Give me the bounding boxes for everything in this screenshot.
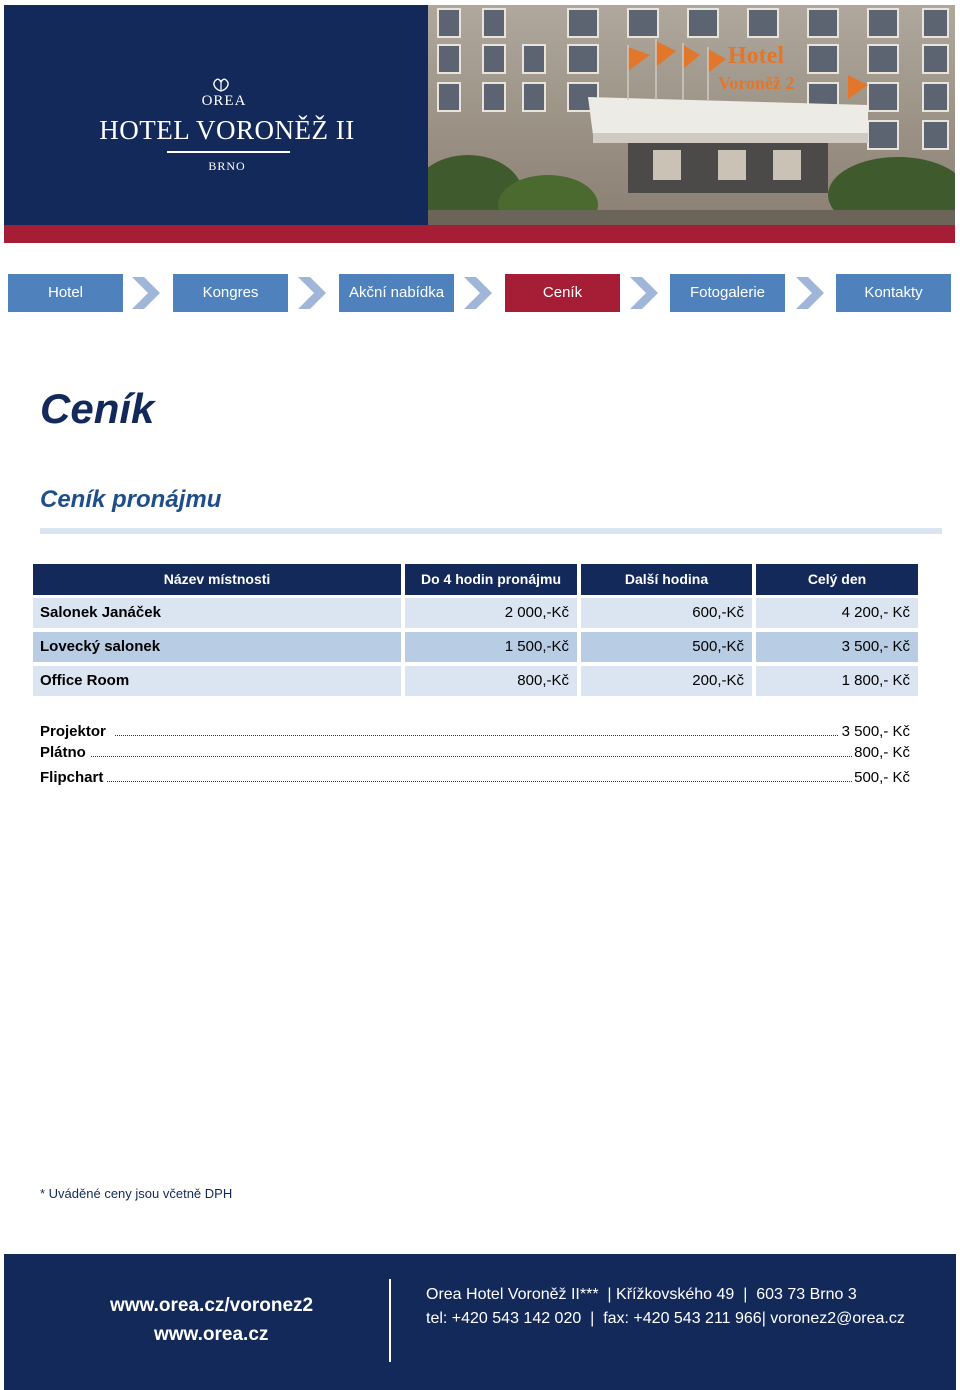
footer-website-link[interactable]: www.orea.cz: [154, 1324, 269, 1345]
chevron-right-icon: [464, 277, 492, 309]
table-cell-room: Office Room: [33, 666, 401, 696]
nav-kongres[interactable]: Kongres: [173, 274, 288, 312]
dot-leader: [91, 756, 852, 757]
equipment-label: Projektor: [40, 723, 106, 740]
nav-fotogalerie[interactable]: Fotogalerie: [670, 274, 785, 312]
nav-akcni-nabidka[interactable]: Akční nabídka: [339, 274, 454, 312]
table-cell-price: 3 500,- Kč: [756, 632, 918, 662]
table-cell-price: 1 800,- Kč: [756, 666, 918, 696]
footer-address: Orea Hotel Voroněž II*** | Křížkovského 49 | 603 73 Brno 3: [426, 1286, 857, 1303]
table-cell-room: Lovecký salonek: [33, 632, 401, 662]
equipment-row: [40, 769, 910, 789]
section-title: Ceník pronájmu: [40, 486, 222, 513]
column-header: Do 4 hodin pronájmu: [405, 564, 577, 595]
table-cell-price: 4 200,- Kč: [756, 598, 918, 628]
page-footer: [4, 1254, 956, 1390]
footer-website-link[interactable]: www.orea.cz/voronez2: [110, 1295, 314, 1316]
table-cell-price: 2 000,-Kč: [405, 598, 577, 628]
equipment-price: 800,- Kč: [854, 744, 910, 761]
logo-divider: [167, 151, 290, 153]
chevron-right-icon: [796, 277, 824, 309]
chevron-right-icon: [298, 277, 326, 309]
vat-note: * Uváděné ceny jsou včetně DPH: [40, 1186, 233, 1201]
table-cell-price: 200,-Kč: [581, 666, 752, 696]
equipment-row: [40, 723, 910, 743]
section-rule: [40, 528, 942, 534]
table-cell-price: 500,-Kč: [581, 632, 752, 662]
hotel-building-image: [428, 5, 955, 225]
equipment-label: Plátno: [40, 744, 86, 761]
table-cell-price: 600,-Kč: [581, 598, 752, 628]
logo-city: BRNO: [208, 159, 246, 173]
equipment-row: [40, 744, 910, 764]
footer-divider: [389, 1279, 391, 1362]
chevron-right-icon: [132, 277, 160, 309]
table-cell-price: 1 500,-Kč: [405, 632, 577, 662]
page-header: [4, 5, 955, 243]
column-header: Další hodina: [581, 564, 752, 595]
equipment-price: 500,- Kč: [854, 769, 910, 786]
logo-hotel-name: HOTEL VORONĚŽ II: [99, 115, 355, 145]
equipment-label: Flipchart: [40, 769, 104, 786]
column-header: Celý den: [756, 564, 918, 595]
table-cell-price: 800,-Kč: [405, 666, 577, 696]
orea-logo-icon: [210, 77, 232, 93]
hotel-photo: [428, 5, 955, 225]
nav-hotel[interactable]: Hotel: [8, 274, 123, 312]
dot-leader: [107, 781, 852, 782]
hotel-sign-text: Hotel: [728, 43, 784, 69]
nav-kontakty[interactable]: Kontakty: [836, 274, 951, 312]
page-title: Ceník: [40, 385, 155, 432]
hotel-sign-name: Voroněž 2: [718, 73, 795, 93]
equipment-price: 3 500,- Kč: [841, 723, 910, 740]
footer-contacts: tel: +420 543 142 020 | fax: +420 543 211 966| voronez2@orea.cz: [426, 1310, 905, 1327]
nav-cenik[interactable]: Ceník: [505, 274, 620, 312]
logo-brand: OREA: [201, 93, 247, 109]
chevron-right-icon: [630, 277, 658, 309]
table-cell-room: Salonek Janáček: [33, 598, 401, 628]
dot-leader: [115, 735, 838, 736]
header-red-band: [4, 225, 955, 243]
column-header: Název místnosti: [33, 564, 401, 595]
